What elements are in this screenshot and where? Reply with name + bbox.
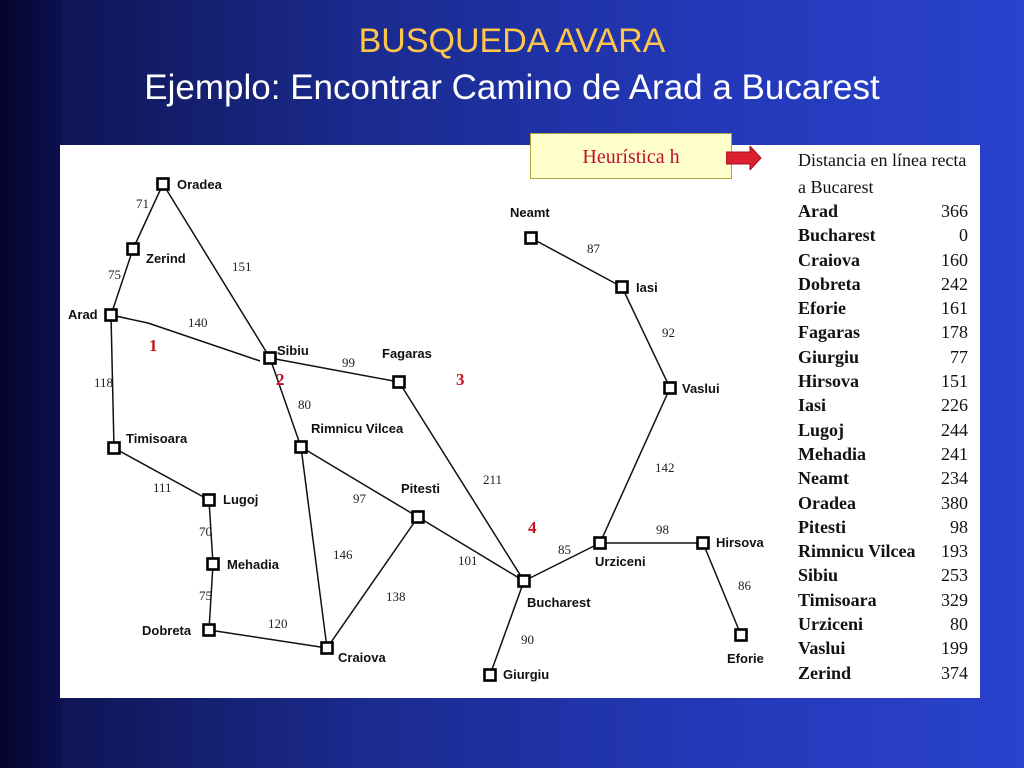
table-city-name: Rimnicu Vilcea [798,541,916,562]
road-iasi-neamt [531,238,622,287]
city-label-urziceni: Urziceni [595,554,646,569]
road-distance-label: 87 [587,241,600,256]
city-label-rimnicu: Rimnicu Vilcea [311,421,404,436]
road-distance-label: 142 [655,460,675,475]
table-row [798,515,978,539]
table-row [798,320,978,344]
table-row [798,588,978,612]
city-label-arad: Arad [68,307,98,322]
city-label-oradea: Oradea [177,177,222,192]
road-oradea-zerind [133,184,163,249]
city-node-dobreta [204,625,215,636]
city-node-hirsova [698,538,709,549]
table-distance-value: 380 [941,492,968,513]
table-city-name: Mehadia [798,443,867,464]
slide-title: BUSQUEDA AVARA [358,22,666,60]
city-label-eforie: Eforie [727,651,764,666]
table-distance-value: 244 [941,419,968,440]
table-distance-value: 329 [941,589,968,610]
table-row [798,491,978,515]
table-row [798,418,978,442]
table-city-name: Neamt [798,468,849,489]
road-craiova-pitesti [327,517,418,648]
table-city-name: Bucharest [798,225,876,246]
city-label-fagaras: Fagaras [382,346,432,361]
table-row [798,539,978,563]
table-city-name: Pitesti [798,516,846,537]
road-distance-label: 70 [199,524,212,539]
city-node-pitesti [413,512,424,523]
road-sibiu-fagaras [270,358,399,382]
table-row [798,393,978,417]
city-node-craiova [322,643,333,654]
city-node-giurgiu [485,670,496,681]
city-label-hirsova: Hirsova [716,535,764,550]
road-distance-labels [94,196,752,647]
background-left-band [0,0,62,768]
table-city-name: Fagaras [798,322,860,343]
city-label-sibiu: Sibiu [277,343,309,358]
road-distance-label: 71 [136,196,149,211]
table-row [798,296,978,320]
table-distance-value: 160 [941,249,968,270]
table-distance-value: 241 [941,443,968,464]
city-label-zerind: Zerind [146,251,186,266]
table-row [798,199,978,223]
table-city-name: Timisoara [798,589,877,610]
table-distance-value: 226 [941,395,968,416]
table-row [798,563,978,587]
road-distance-label: 97 [353,491,366,506]
table-distance-value: 193 [941,541,968,562]
road-bucharest-giurgiu [490,581,524,675]
road-distance-label: 101 [458,553,478,568]
road-distance-label: 75 [199,588,212,603]
road-distance-label: 146 [333,547,353,562]
search-step-marker: 3 [456,370,465,389]
road-pitesti-bucharest [418,517,524,581]
road-distance-label: 90 [521,632,534,647]
table-row [798,223,978,247]
city-node-bucharest [519,576,530,587]
road-distance-label: 151 [232,259,252,274]
city-node-fagaras [394,377,405,388]
search-step-marker: 1 [149,336,158,355]
table-distance-value: 374 [941,662,968,683]
city-node-oradea [158,179,169,190]
city-labels [68,177,764,682]
city-node-mehadia [208,559,219,570]
city-label-timisoara: Timisoara [126,431,188,446]
table-distance-value: 178 [941,322,968,343]
road-distance-label: 98 [656,522,669,537]
table-distance-value: 0 [959,225,968,246]
road-distance-label: 80 [298,397,311,412]
city-label-mehadia: Mehadia [227,557,280,572]
city-node-rimnicu [296,442,307,453]
table-city-name: Eforie [798,298,846,319]
city-label-neamt: Neamt [510,205,550,220]
table-row [798,661,978,685]
city-node-arad [106,310,117,321]
table-city-name: Iasi [798,395,827,416]
search-step-marker: 2 [276,370,285,389]
city-label-iasi: Iasi [636,280,658,295]
table-row [798,466,978,490]
road-distance-label: 138 [386,589,406,604]
city-label-dobreta: Dobreta [142,623,192,638]
city-node-neamt [526,233,537,244]
table-distance-value: 161 [941,298,968,319]
table-city-name: Sibiu [798,565,839,586]
table-city-name: Dobreta [798,273,861,294]
road-distance-label: 92 [662,325,675,340]
table-city-name: Lugoj [798,419,845,440]
road-distance-label: 211 [483,472,503,487]
table-city-name: Zerind [798,662,852,683]
city-node-iasi [617,282,628,293]
table-city-name: Craiova [798,249,860,270]
table-row [798,272,978,296]
right-arrow-icon [726,146,762,170]
city-node-eforie [736,630,747,641]
straight-line-distance-table [798,145,978,685]
road-distance-label: 85 [558,542,571,557]
slide-subtitle: Ejemplo: Encontrar Camino de Arad a Bucarest [144,68,880,107]
city-node-sibiu [265,353,276,364]
city-label-lugoj: Lugoj [223,492,259,507]
city-node-zerind [128,244,139,255]
heuristic-label-box: Heurística h [530,133,732,179]
table-row [798,442,978,466]
road-distance-label: 120 [268,616,288,631]
city-node-urziceni [595,538,606,549]
table-city-name: Giurgiu [798,346,860,367]
road-zerind-arad [111,249,133,315]
table-distance-value: 77 [950,346,968,367]
table-city-name: Vaslui [798,638,846,659]
road-rimnicu-craiova [301,447,327,648]
road-dobreta-craiova [209,630,327,648]
table-rows [798,199,978,685]
road-distance-label: 86 [738,578,751,593]
table-row [798,636,978,660]
city-node-timisoara [109,443,120,454]
road-distance-label: 99 [342,355,355,370]
table-distance-value: 366 [941,201,968,221]
table-city-name: Hirsova [798,371,859,392]
table-row [798,248,978,272]
city-label-vaslui: Vaslui [682,381,720,396]
road-distance-label: 140 [188,315,208,330]
table-distance-value: 80 [950,614,968,635]
city-label-giurgiu: Giurgiu [503,667,550,682]
road-oradea-sibiu [163,184,270,358]
table-row [798,345,978,369]
table-distance-value: 199 [941,638,968,659]
table-city-name: Oradea [798,492,856,513]
table-row [798,369,978,393]
search-step-marker: 4 [528,518,537,537]
table-distance-value: 253 [941,565,968,586]
table-distance-value: 98 [950,516,968,537]
road-hirsova-eforie [703,543,741,635]
table-distance-value: 242 [941,273,968,294]
city-node-vaslui [665,383,676,394]
city-label-craiova: Craiova [338,650,386,665]
table-city-name: Urziceni [798,614,863,635]
road-distance-label: 75 [108,267,121,282]
city-label-bucharest: Bucharest [527,595,591,610]
road-distance-label: 111 [153,480,172,495]
table-header-line-2: a Bucarest [798,177,874,197]
city-nodes [106,179,747,681]
table-city-name: Arad [798,201,838,221]
table-row [798,612,978,636]
city-label-pitesti: Pitesti [401,481,441,496]
table-distance-value: 151 [941,371,968,392]
table-header-line-1: Distancia en línea recta [798,150,967,170]
city-node-lugoj [204,495,215,506]
road-sibiu-rimnicu [270,358,301,447]
road-distance-label: 118 [94,375,114,390]
table-distance-value: 234 [941,468,968,489]
